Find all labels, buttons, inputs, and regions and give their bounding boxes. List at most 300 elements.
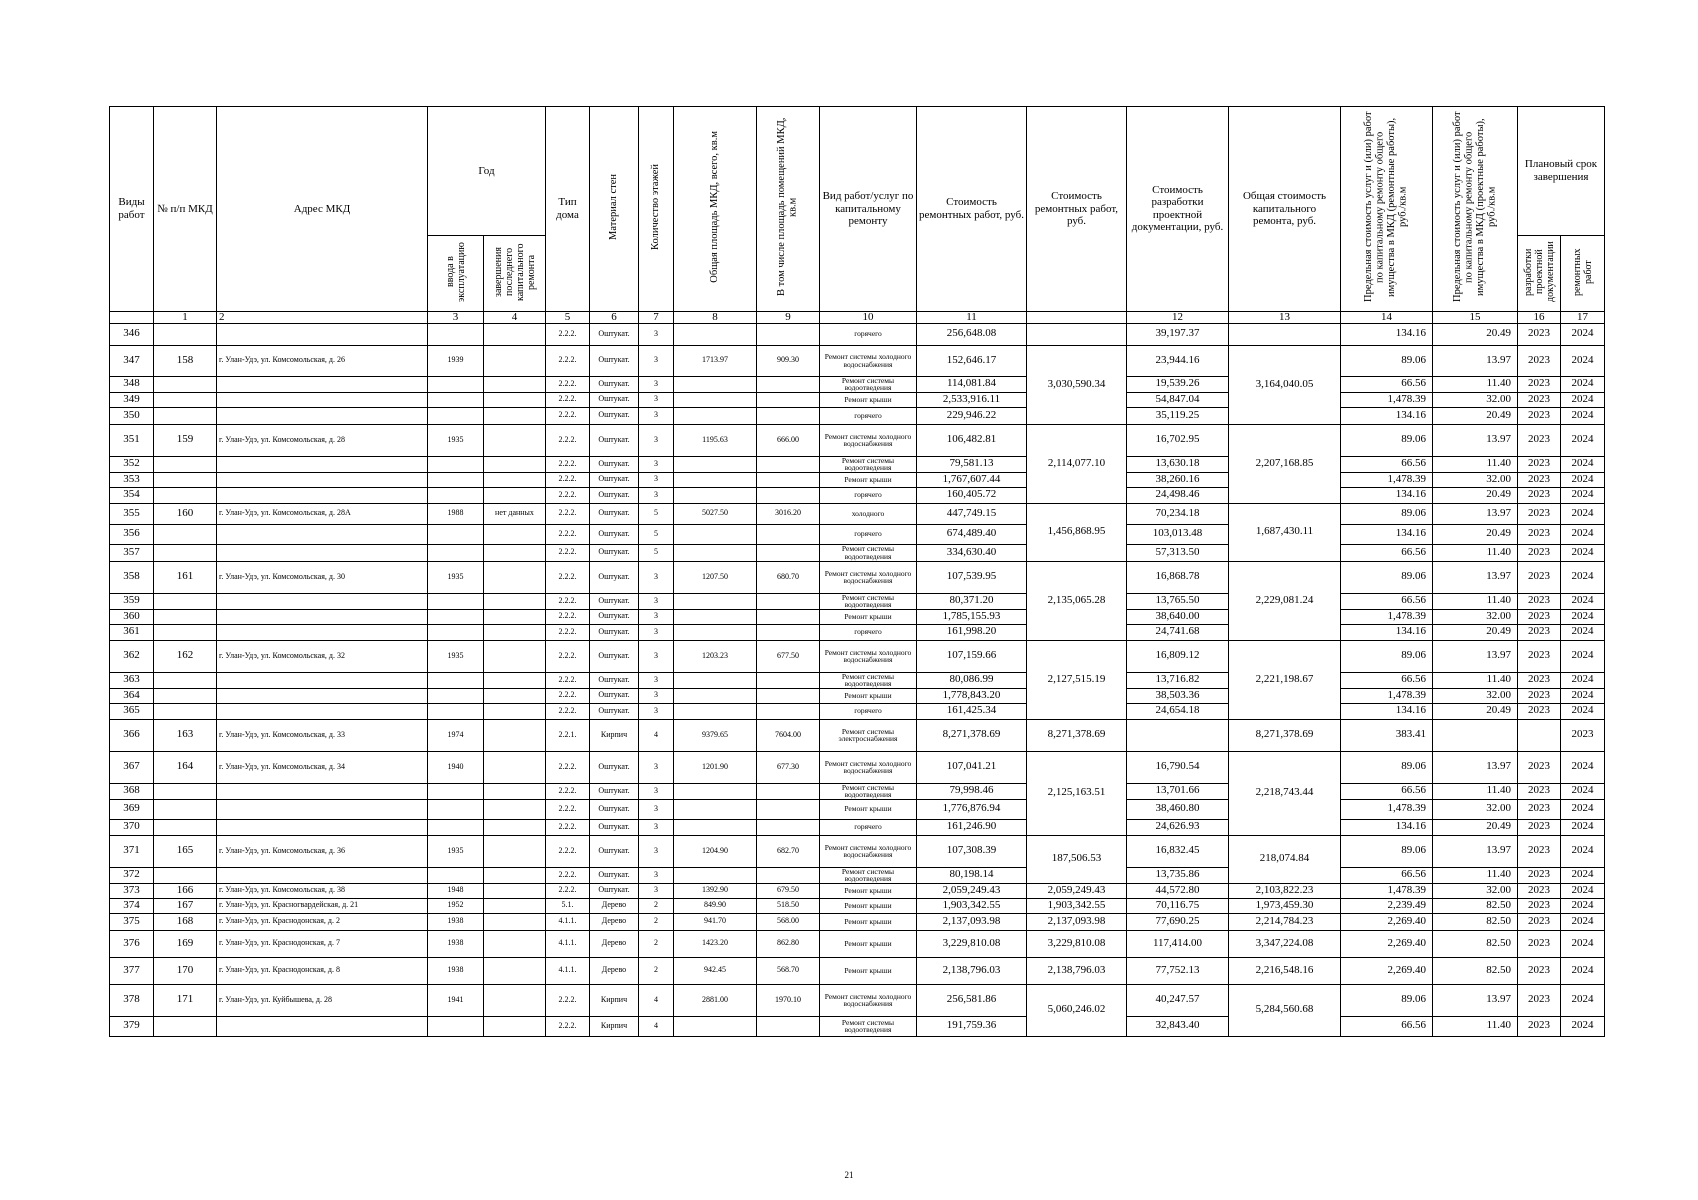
row-index: 370	[110, 819, 154, 835]
wall-material: Оштукат.	[590, 524, 639, 544]
design-cost: 13,701.66	[1127, 783, 1229, 799]
work-kind: Ремонт крыши	[820, 957, 917, 984]
year-commissioning: 1938	[428, 913, 484, 930]
limit-design: 11.40	[1433, 544, 1518, 561]
repair-cost-total: 8,271,378.69	[1027, 719, 1127, 751]
design-cost: 38,260.16	[1127, 472, 1229, 487]
design-cost: 16,702.95	[1127, 424, 1229, 456]
mkd-number	[154, 1016, 217, 1036]
repair-cost: 191,759.36	[917, 1016, 1027, 1036]
table-row	[110, 503, 1605, 524]
limit-design: 82.50	[1433, 957, 1518, 984]
wall-material: Оштукат.	[590, 609, 639, 624]
limit-repair: 2,239.49	[1341, 898, 1433, 913]
limit-design: 11.40	[1433, 376, 1518, 392]
mkd-number	[154, 487, 217, 503]
house-type: 4.1.1.	[546, 913, 590, 930]
mkd-address	[217, 672, 428, 688]
mkd-address: г. Улан-Удэ, ул. Краснодонская, д. 7	[217, 930, 428, 957]
repair-cost-total	[1027, 323, 1127, 345]
total-cost: 2,214,784.23	[1229, 913, 1341, 930]
total-area	[674, 524, 757, 544]
limit-design: 20.49	[1433, 624, 1518, 640]
year-last-repair	[484, 544, 546, 561]
repair-cost: 114,081.84	[917, 376, 1027, 392]
limit-design: 20.49	[1433, 819, 1518, 835]
repair-cost: 161,425.34	[917, 703, 1027, 719]
term-repair: 2024	[1561, 913, 1605, 930]
work-kind: Ремонт системы водоотведения	[820, 456, 917, 472]
total-cost: 2,216,548.16	[1229, 957, 1341, 984]
total-area: 1201.90	[674, 751, 757, 783]
design-cost: 40,247.57	[1127, 984, 1229, 1016]
total-area	[674, 487, 757, 503]
design-cost: 38,503.36	[1127, 688, 1229, 703]
floors-count: 3	[639, 883, 674, 898]
design-cost: 117,414.00	[1127, 930, 1229, 957]
total-area	[674, 624, 757, 640]
column-number: 2	[217, 311, 428, 323]
term-design	[1518, 719, 1561, 751]
total-area	[674, 1016, 757, 1036]
limit-design: 82.50	[1433, 898, 1518, 913]
total-area: 9379.65	[674, 719, 757, 751]
column-number	[1027, 311, 1127, 323]
design-cost: 13,735.86	[1127, 867, 1229, 883]
term-design: 2023	[1518, 407, 1561, 424]
table-row	[110, 783, 1605, 799]
table-row	[110, 672, 1605, 688]
total-area	[674, 609, 757, 624]
column-number: 13	[1229, 311, 1341, 323]
year-commissioning: 1940	[428, 751, 484, 783]
wall-material: Оштукат.	[590, 503, 639, 524]
term-design: 2023	[1518, 524, 1561, 544]
table-row	[110, 703, 1605, 719]
table-row	[110, 688, 1605, 703]
design-cost: 24,626.93	[1127, 819, 1229, 835]
repair-cost: 2,059,249.43	[917, 883, 1027, 898]
limit-repair: 1,478.39	[1341, 799, 1433, 819]
house-type: 2.2.2.	[546, 376, 590, 392]
repair-cost-total: 2,127,515.19	[1027, 640, 1127, 719]
term-design: 2023	[1518, 1016, 1561, 1036]
limit-design: 32.00	[1433, 392, 1518, 407]
term-repair: 2024	[1561, 609, 1605, 624]
premises-area: 518.50	[757, 898, 820, 913]
premises-area: 677.30	[757, 751, 820, 783]
mkd-address	[217, 593, 428, 609]
header-repair-cost-total: Стоимость ремонтных работ, руб.	[1027, 107, 1127, 312]
floors-count: 3	[639, 487, 674, 503]
header-year-last-repair: завершения последнего капитального ремонта	[484, 236, 546, 311]
limit-repair: 134.16	[1341, 524, 1433, 544]
mkd-address: г. Улан-Удэ, ул. Комсомольская, д. 38	[217, 883, 428, 898]
total-area: 1713.97	[674, 345, 757, 376]
work-kind: Ремонт крыши	[820, 898, 917, 913]
design-cost: 103,013.48	[1127, 524, 1229, 544]
year-last-repair	[484, 688, 546, 703]
term-design: 2023	[1518, 835, 1561, 867]
premises-area	[757, 672, 820, 688]
year-commissioning: 1938	[428, 930, 484, 957]
year-last-repair	[484, 392, 546, 407]
limit-repair: 66.56	[1341, 1016, 1433, 1036]
design-cost: 16,790.54	[1127, 751, 1229, 783]
floors-count: 5	[639, 544, 674, 561]
work-kind: Ремонт системы холодного водоснабжения	[820, 984, 917, 1016]
work-kind: горячего	[820, 524, 917, 544]
wall-material: Оштукат.	[590, 867, 639, 883]
limit-design: 20.49	[1433, 323, 1518, 345]
mkd-number: 161	[154, 561, 217, 593]
table-row	[110, 424, 1605, 456]
mkd-number	[154, 799, 217, 819]
wall-material: Оштукат.	[590, 323, 639, 345]
limit-design: 11.40	[1433, 783, 1518, 799]
wall-material: Оштукат.	[590, 345, 639, 376]
design-cost: 23,944.16	[1127, 345, 1229, 376]
year-commissioning	[428, 593, 484, 609]
header-floors: Количество этажей	[639, 107, 674, 312]
work-kind: Ремонт системы холодного водоснабжения	[820, 640, 917, 672]
year-commissioning	[428, 472, 484, 487]
repair-cost: 229,946.22	[917, 407, 1027, 424]
year-last-repair	[484, 930, 546, 957]
year-commissioning	[428, 456, 484, 472]
repair-cost-total: 5,060,246.02	[1027, 984, 1127, 1036]
mkd-address	[217, 1016, 428, 1036]
mkd-number	[154, 407, 217, 424]
repair-cost: 107,041.21	[917, 751, 1027, 783]
term-design: 2023	[1518, 930, 1561, 957]
premises-area: 3016.20	[757, 503, 820, 524]
work-kind: горячего	[820, 703, 917, 719]
limit-design: 20.49	[1433, 524, 1518, 544]
limit-design	[1433, 719, 1518, 751]
table-row	[110, 561, 1605, 593]
column-number: 11	[917, 311, 1027, 323]
total-area: 942.45	[674, 957, 757, 984]
design-cost: 32,843.40	[1127, 1016, 1229, 1036]
year-commissioning: 1974	[428, 719, 484, 751]
repair-cost-total: 1,456,868.95	[1027, 503, 1127, 561]
term-design: 2023	[1518, 544, 1561, 561]
house-type: 2.2.2.	[546, 424, 590, 456]
total-area: 1423.20	[674, 930, 757, 957]
term-design: 2023	[1518, 640, 1561, 672]
design-cost: 13,765.50	[1127, 593, 1229, 609]
header-mkd-number: № п/п МКД	[154, 107, 217, 312]
row-index: 376	[110, 930, 154, 957]
header-year-commissioning: ввода в эксплуатацию	[428, 236, 484, 311]
floors-count: 3	[639, 456, 674, 472]
floors-count: 2	[639, 898, 674, 913]
year-last-repair	[484, 719, 546, 751]
row-index: 363	[110, 672, 154, 688]
mkd-address: г. Улан-Удэ, ул. Комсомольская, д. 26	[217, 345, 428, 376]
total-cost: 2,103,822.23	[1229, 883, 1341, 898]
house-type: 2.2.2.	[546, 487, 590, 503]
repair-cost: 161,998.20	[917, 624, 1027, 640]
limit-design: 11.40	[1433, 593, 1518, 609]
repair-plan-sheet	[109, 106, 1604, 1037]
repair-cost: 8,271,378.69	[917, 719, 1027, 751]
total-area	[674, 392, 757, 407]
total-cost: 1,687,430.11	[1229, 503, 1341, 561]
row-index: 353	[110, 472, 154, 487]
row-index: 358	[110, 561, 154, 593]
work-kind: Ремонт системы холодного водоснабжения	[820, 835, 917, 867]
row-index: 378	[110, 984, 154, 1016]
table-body	[110, 323, 1605, 1036]
premises-area	[757, 688, 820, 703]
work-kind: Ремонт системы водоотведения	[820, 376, 917, 392]
row-index: 354	[110, 487, 154, 503]
house-type: 2.2.2.	[546, 672, 590, 688]
repair-cost-total: 2,137,093.98	[1027, 913, 1127, 930]
term-design: 2023	[1518, 392, 1561, 407]
year-last-repair	[484, 323, 546, 345]
limit-design: 20.49	[1433, 407, 1518, 424]
term-repair: 2024	[1561, 867, 1605, 883]
year-commissioning	[428, 392, 484, 407]
premises-area: 568.70	[757, 957, 820, 984]
limit-design: 82.50	[1433, 930, 1518, 957]
house-type: 2.2.2.	[546, 561, 590, 593]
limit-repair: 66.56	[1341, 783, 1433, 799]
house-type: 2.2.2.	[546, 456, 590, 472]
limit-design: 11.40	[1433, 1016, 1518, 1036]
column-number: 7	[639, 311, 674, 323]
repair-cost-total: 187,506.53	[1027, 835, 1127, 883]
wall-material: Оштукат.	[590, 624, 639, 640]
mkd-number	[154, 703, 217, 719]
limit-repair: 134.16	[1341, 487, 1433, 503]
year-last-repair	[484, 593, 546, 609]
premises-area	[757, 867, 820, 883]
term-design: 2023	[1518, 799, 1561, 819]
premises-area: 682.70	[757, 835, 820, 867]
mkd-number: 165	[154, 835, 217, 867]
design-cost	[1127, 719, 1229, 751]
table-row	[110, 487, 1605, 503]
table-row	[110, 640, 1605, 672]
term-repair: 2024	[1561, 930, 1605, 957]
table-row	[110, 957, 1605, 984]
limit-design: 32.00	[1433, 472, 1518, 487]
limit-design: 13.97	[1433, 503, 1518, 524]
term-design: 2023	[1518, 472, 1561, 487]
premises-area: 909.30	[757, 345, 820, 376]
mkd-number: 171	[154, 984, 217, 1016]
year-last-repair: нет данных	[484, 503, 546, 524]
table-row	[110, 544, 1605, 561]
limit-design: 32.00	[1433, 688, 1518, 703]
work-kind: горячего	[820, 487, 917, 503]
term-repair: 2024	[1561, 751, 1605, 783]
row-index: 350	[110, 407, 154, 424]
limit-repair: 66.56	[1341, 456, 1433, 472]
year-last-repair	[484, 984, 546, 1016]
wall-material: Оштукат.	[590, 799, 639, 819]
term-design: 2023	[1518, 688, 1561, 703]
mkd-address: г. Улан-Удэ, ул. Краснодонская, д. 8	[217, 957, 428, 984]
limit-design: 13.97	[1433, 561, 1518, 593]
house-type: 2.2.2.	[546, 524, 590, 544]
term-repair: 2024	[1561, 957, 1605, 984]
wall-material: Оштукат.	[590, 424, 639, 456]
row-index: 347	[110, 345, 154, 376]
repair-cost: 334,630.40	[917, 544, 1027, 561]
year-commissioning: 1988	[428, 503, 484, 524]
term-repair: 2024	[1561, 424, 1605, 456]
mkd-number	[154, 524, 217, 544]
house-type: 4.1.1.	[546, 930, 590, 957]
row-index: 365	[110, 703, 154, 719]
repair-cost: 1,785,155.93	[917, 609, 1027, 624]
term-repair: 2024	[1561, 783, 1605, 799]
row-index: 364	[110, 688, 154, 703]
total-cost: 5,284,560.68	[1229, 984, 1341, 1036]
table-row	[110, 524, 1605, 544]
mkd-number	[154, 672, 217, 688]
wall-material: Оштукат.	[590, 783, 639, 799]
limit-design: 11.40	[1433, 456, 1518, 472]
row-index: 367	[110, 751, 154, 783]
term-repair: 2024	[1561, 624, 1605, 640]
term-repair: 2024	[1561, 544, 1605, 561]
year-commissioning	[428, 867, 484, 883]
total-area: 5027.50	[674, 503, 757, 524]
limit-design: 11.40	[1433, 867, 1518, 883]
total-cost: 2,221,198.67	[1229, 640, 1341, 719]
work-kind: Ремонт крыши	[820, 799, 917, 819]
header-address: Адрес МКД	[217, 107, 428, 312]
premises-area	[757, 456, 820, 472]
total-cost: 2,207,168.85	[1229, 424, 1341, 503]
premises-area: 1970.10	[757, 984, 820, 1016]
limit-design: 13.97	[1433, 640, 1518, 672]
row-index: 372	[110, 867, 154, 883]
year-last-repair	[484, 1016, 546, 1036]
year-commissioning	[428, 323, 484, 345]
mkd-number: 170	[154, 957, 217, 984]
term-repair: 2024	[1561, 524, 1605, 544]
limit-repair: 134.16	[1341, 323, 1433, 345]
floors-count: 4	[639, 984, 674, 1016]
design-cost: 24,741.68	[1127, 624, 1229, 640]
limit-repair: 2,269.40	[1341, 930, 1433, 957]
year-last-repair	[484, 799, 546, 819]
premises-area	[757, 783, 820, 799]
repair-cost: 3,229,810.08	[917, 930, 1027, 957]
header-house-type: Тип дома	[546, 107, 590, 312]
premises-area	[757, 703, 820, 719]
floors-count: 3	[639, 703, 674, 719]
house-type: 2.2.2.	[546, 883, 590, 898]
term-design: 2023	[1518, 783, 1561, 799]
premises-area	[757, 524, 820, 544]
table-row	[110, 719, 1605, 751]
house-type: 2.2.2.	[546, 472, 590, 487]
term-repair: 2024	[1561, 487, 1605, 503]
repair-cost: 106,482.81	[917, 424, 1027, 456]
house-type: 2.2.2.	[546, 703, 590, 719]
house-type: 2.2.2.	[546, 1016, 590, 1036]
work-kind: Ремонт системы водоотведения	[820, 1016, 917, 1036]
floors-count: 3	[639, 407, 674, 424]
row-index: 352	[110, 456, 154, 472]
table-row	[110, 984, 1605, 1016]
year-commissioning: 1935	[428, 561, 484, 593]
total-area: 1204.90	[674, 835, 757, 867]
repair-cost-total: 2,059,249.43	[1027, 883, 1127, 898]
limit-repair: 89.06	[1341, 835, 1433, 867]
year-last-repair	[484, 703, 546, 719]
table-row	[110, 898, 1605, 913]
term-repair: 2024	[1561, 640, 1605, 672]
term-repair: 2024	[1561, 799, 1605, 819]
design-cost: 13,716.82	[1127, 672, 1229, 688]
floors-count: 3	[639, 751, 674, 783]
premises-area	[757, 472, 820, 487]
repair-cost: 1,776,876.94	[917, 799, 1027, 819]
total-area	[674, 703, 757, 719]
term-design: 2023	[1518, 503, 1561, 524]
work-kind: Ремонт крыши	[820, 392, 917, 407]
design-cost: 38,460.80	[1127, 799, 1229, 819]
design-cost: 24,654.18	[1127, 703, 1229, 719]
floors-count: 3	[639, 640, 674, 672]
year-commissioning: 1939	[428, 345, 484, 376]
floors-count: 5	[639, 503, 674, 524]
mkd-number	[154, 456, 217, 472]
term-design: 2023	[1518, 703, 1561, 719]
limit-repair: 89.06	[1341, 345, 1433, 376]
repair-cost-total: 2,114,077.10	[1027, 424, 1127, 503]
repair-cost: 107,308.39	[917, 835, 1027, 867]
design-cost: 70,234.18	[1127, 503, 1229, 524]
house-type: 2.2.2.	[546, 323, 590, 345]
limit-repair: 1,478.39	[1341, 392, 1433, 407]
wall-material: Дерево	[590, 930, 639, 957]
design-cost: 54,847.04	[1127, 392, 1229, 407]
premises-area	[757, 609, 820, 624]
term-repair: 2024	[1561, 323, 1605, 345]
column-numbers-row	[110, 311, 1605, 323]
house-type: 2.2.2.	[546, 544, 590, 561]
repair-cost: 79,998.46	[917, 783, 1027, 799]
limit-repair: 134.16	[1341, 819, 1433, 835]
work-kind: Ремонт крыши	[820, 472, 917, 487]
work-kind: Ремонт системы холодного водоснабжения	[820, 561, 917, 593]
mkd-address	[217, 487, 428, 503]
total-area: 1207.50	[674, 561, 757, 593]
repair-cost-total: 2,138,796.03	[1027, 957, 1127, 984]
repair-cost: 2,138,796.03	[917, 957, 1027, 984]
wall-material: Дерево	[590, 913, 639, 930]
limit-repair: 89.06	[1341, 561, 1433, 593]
premises-area: 568.00	[757, 913, 820, 930]
repair-cost-total: 3,229,810.08	[1027, 930, 1127, 957]
row-index: 349	[110, 392, 154, 407]
limit-repair: 2,269.40	[1341, 957, 1433, 984]
floors-count: 2	[639, 957, 674, 984]
total-cost: 3,164,040.05	[1229, 345, 1341, 424]
total-cost: 218,074.84	[1229, 835, 1341, 883]
limit-design: 13.97	[1433, 751, 1518, 783]
